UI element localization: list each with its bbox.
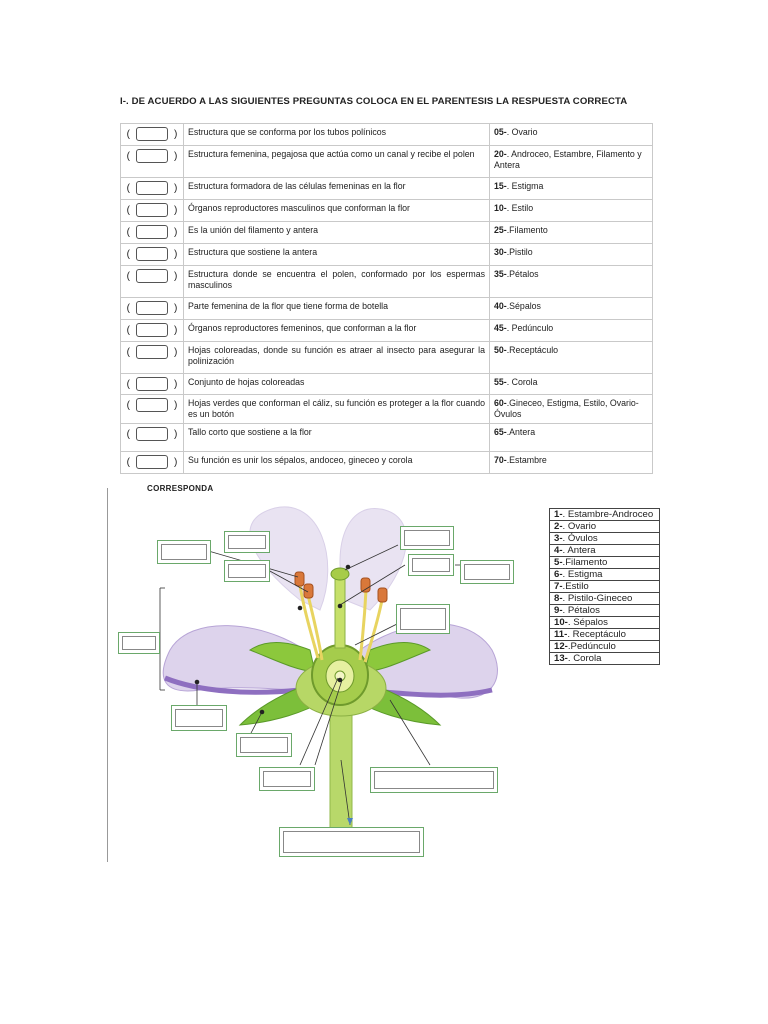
answer-key-text: . Pétalos [562, 605, 600, 616]
diagram-answer-box[interactable] [259, 767, 315, 791]
answer-option-number: 70- [494, 455, 507, 465]
open-paren: ( [126, 204, 130, 216]
answer-option-text: .Pétalos [506, 269, 539, 279]
question-text: Estructura que se conforma por los tubos polínicos [184, 124, 490, 146]
answer-key-text: . Ovario [562, 521, 597, 532]
answer-key-cell [550, 581, 660, 593]
answer-key-cell [550, 557, 660, 569]
answer-option-text: .Sépalos [506, 301, 541, 311]
open-paren: ( [126, 428, 130, 440]
open-paren: ( [126, 128, 130, 140]
answer-key-row [550, 533, 660, 545]
close-paren: ) [174, 399, 178, 411]
diagram-answer-box[interactable] [157, 540, 211, 564]
answer-key-row [550, 545, 660, 557]
close-paren: ) [174, 378, 178, 390]
answer-key-cell [550, 593, 660, 605]
diagram-answer-box[interactable] [370, 767, 498, 793]
answer-option-text: .Filamento [506, 225, 548, 235]
answer-option-number: 45- [494, 323, 507, 333]
question-text: Conjunto de hojas coloreadas [184, 374, 490, 395]
answer-key-cell [550, 521, 660, 533]
diagram-answer-box[interactable] [118, 632, 160, 654]
answer-key-text: . Pistilo-Gineceo [562, 593, 633, 604]
close-paren: ) [174, 204, 178, 216]
answer-key-row [550, 557, 660, 569]
close-paren: ) [174, 428, 178, 440]
answer-option-text: .Antera [506, 427, 536, 437]
open-paren: ( [126, 270, 130, 282]
answer-key-row [550, 581, 660, 593]
answer-key-text: . Receptáculo [567, 629, 627, 640]
answer-key-row [550, 521, 660, 533]
open-paren: ( [126, 302, 130, 314]
answer-key-cell [550, 617, 660, 629]
question-text: Hojas coloreadas, donde su función es atraer al insecto para asegurar la polinización [184, 342, 490, 374]
anther-3 [361, 578, 370, 592]
petal-back-left [250, 507, 328, 610]
answer-option-number: 35- [494, 269, 507, 279]
answer-option-number: 30- [494, 247, 507, 257]
open-paren: ( [126, 346, 130, 358]
question-text: Órganos reproductores femeninos, que conforman a la flor [184, 320, 490, 342]
answer-key-cell [550, 533, 660, 545]
close-paren: ) [174, 226, 178, 238]
question-text: Órganos reproductores masculinos que conforman la flor [184, 200, 490, 222]
close-paren: ) [174, 456, 178, 468]
answer-option-number: 65- [494, 427, 507, 437]
answer-key-cell [550, 653, 660, 665]
diagram-answer-box[interactable] [460, 560, 514, 584]
answer-option-number: 60- [494, 398, 507, 408]
open-paren: ( [126, 150, 130, 162]
question-text: Estructura formadora de las células femeninas en la flor [184, 178, 490, 200]
answer-option-number: 55- [494, 377, 507, 387]
diagram-answer-box[interactable] [171, 705, 227, 731]
answer-key-row [550, 617, 660, 629]
answer-option-text: . Androceo, Estambre, Filamento y Antera [494, 149, 642, 170]
anther-1 [295, 572, 304, 586]
answer-key-number: 2- [554, 521, 563, 532]
answer-option-text: .Gineceo, Estigma, Estilo, Ovario-Óvulos [494, 398, 639, 419]
answer-key-text: .Pedúnculo [567, 641, 616, 652]
answer-key-row [550, 641, 660, 653]
answer-key-number: 11- [554, 629, 568, 640]
answer-option-number: 25- [494, 225, 507, 235]
answer-key-number: 10- [554, 617, 568, 628]
answer-key-cell [550, 545, 660, 557]
answer-key-number: 13- [554, 653, 568, 664]
answer-key-number: 12- [554, 641, 568, 652]
answer-key-number: 8- [554, 593, 563, 604]
answer-key-row [550, 605, 660, 617]
question-text: Tallo corto que sostiene a la flor [184, 424, 490, 452]
answer-option-number: 20- [494, 149, 507, 159]
answer-key-number: 3- [554, 533, 563, 544]
close-paren: ) [174, 248, 178, 260]
close-paren: ) [174, 182, 178, 194]
question-text: Estructura donde se encuentra el polen, conformado por los espermas masculinos [184, 266, 490, 298]
diagram-answer-box[interactable] [224, 531, 270, 553]
answer-key-text: . Estambre-Androceo [562, 509, 654, 520]
answer-key-row [550, 653, 660, 665]
open-paren: ( [126, 399, 130, 411]
question-text: Es la unión del filamento y antera [184, 222, 490, 244]
answer-key-number: 7- [554, 581, 563, 592]
open-paren: ( [126, 378, 130, 390]
answer-key-number: 6- [554, 569, 563, 580]
diagram-answer-box[interactable] [279, 827, 424, 857]
answer-option-number: 40- [494, 301, 507, 311]
answer-key-number: 5- [554, 557, 563, 568]
close-paren: ) [174, 150, 178, 162]
answer-option-text: .Pistilo [506, 247, 533, 257]
diagram-answer-box[interactable] [396, 604, 450, 634]
close-paren: ) [174, 302, 178, 314]
question-text: Estructura que sostiene la antera [184, 244, 490, 266]
anther-4 [378, 588, 387, 602]
question-text: Estructura femenina, pegajosa que actúa como un canal y recibe el polen [184, 146, 490, 178]
answer-option-text: .Receptáculo [506, 345, 559, 355]
diagram-answer-box[interactable] [408, 554, 454, 576]
answer-key-text: . Antera [562, 545, 596, 556]
answer-key-row [550, 569, 660, 581]
answer-option-text: . Pedúnculo [506, 323, 554, 333]
diagram-answer-box[interactable] [236, 733, 292, 757]
answer-key-text: . Corola [567, 653, 602, 664]
style [335, 578, 345, 648]
close-paren: ) [174, 270, 178, 282]
open-paren: ( [126, 182, 130, 194]
answer-key-number: 9- [554, 605, 563, 616]
answer-option-text: .Estambre [506, 455, 547, 465]
open-paren: ( [126, 324, 130, 336]
answer-key-number: 1- [554, 509, 563, 520]
answer-key-table [549, 508, 660, 665]
diagram-answer-box[interactable] [400, 526, 454, 550]
answer-option-text: . Estilo [506, 203, 534, 213]
question-text: Su función es unir los sépalos, andoceo, gineceo y corola [184, 452, 490, 474]
open-paren: ( [126, 456, 130, 468]
question-text: Hojas verdes que conforman el cáliz, su función es proteger a la flor cuando es un botón [184, 395, 490, 424]
answer-key-cell [550, 569, 660, 581]
close-paren: ) [174, 346, 178, 358]
diagram-answer-box[interactable] [224, 560, 270, 582]
answer-option-text: . Estigma [506, 181, 544, 191]
answer-option-text: . Ovario [506, 127, 538, 137]
anther-2 [304, 584, 313, 598]
answer-option-number: 15- [494, 181, 507, 191]
worksheet-title: I-. DE ACUERDO A LAS SIGUIENTES PREGUNTAS COLOCA EN EL PARENTESIS LA RESPUESTA CORRECTA [120, 96, 628, 107]
answer-option-text: . Corola [506, 377, 538, 387]
close-paren: ) [174, 128, 178, 140]
answer-key-row [550, 593, 660, 605]
answer-key-cell [550, 509, 660, 521]
diagram-heading: CORRESPONDA [147, 484, 214, 493]
answer-key-text: . Estigma [562, 569, 603, 580]
answer-key-number: 4- [554, 545, 563, 556]
answer-option-number: 50- [494, 345, 507, 355]
question-text: Parte femenina de la flor que tiene forma de botella [184, 298, 490, 320]
answer-key-row [550, 509, 660, 521]
answer-option-number: 10- [494, 203, 507, 213]
answer-key-text: . Sépalos [567, 617, 608, 628]
answer-key-cell [550, 605, 660, 617]
answer-key-text: . Óvulos [562, 533, 598, 544]
petal-back-right [340, 508, 406, 610]
answer-key-text: .Filamento [562, 557, 608, 568]
answer-key-text: .Estilo [562, 581, 589, 592]
answer-key-cell [550, 629, 660, 641]
stem [330, 700, 352, 832]
answer-option-number: 05- [494, 127, 507, 137]
answer-key-cell [550, 641, 660, 653]
close-paren: ) [174, 324, 178, 336]
open-paren: ( [126, 248, 130, 260]
open-paren: ( [126, 226, 130, 238]
answer-key-row [550, 629, 660, 641]
